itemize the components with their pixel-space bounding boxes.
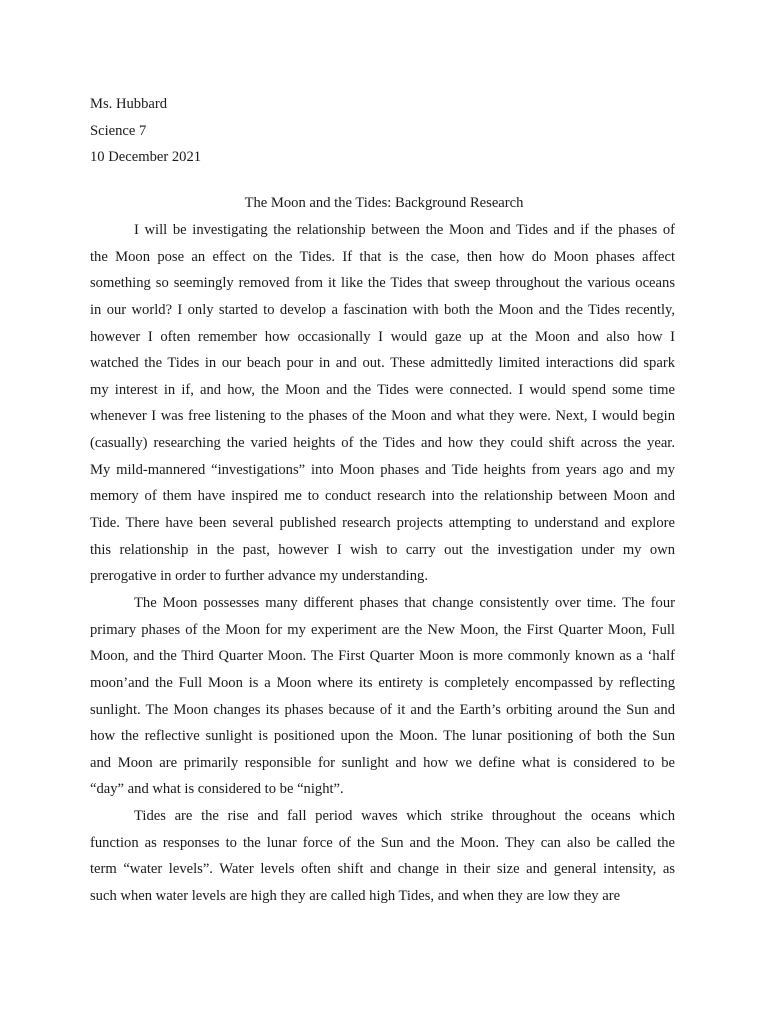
text-line: the Moon pose an effect on the Tides. If that is the case, then how do Moon phases affect bbox=[90, 248, 675, 265]
document-date: 10 December 2021 bbox=[90, 149, 202, 165]
text-line: sunlight. The Moon changes its phases because of it and the Earth’s orbiting around the Sun and bbox=[90, 701, 675, 718]
text-line: my interest in if, and how, the Moon and the Tides were connected. I would spend some time bbox=[90, 381, 675, 398]
text-line: prerogative in order to further advance my understanding. bbox=[90, 568, 428, 585]
paragraph-3 bbox=[90, 803, 675, 910]
text-line: (casually) researching the varied heights of the Tides and how they could shift across the year. bbox=[90, 435, 675, 452]
text-line: watched the Tides in our beach pour in and out. These admittedly limited interactions did spark bbox=[90, 355, 675, 372]
text-line: primary phases of the Moon for my experiment are the New Moon, the First Quarter Moon, Full bbox=[90, 621, 675, 638]
text-line: The Moon possesses many different phases that change consistently over time. The four bbox=[134, 594, 675, 611]
text-line: how the reflective sunlight is positioned upon the Moon. The lunar positioning of both the Sun bbox=[90, 728, 675, 745]
text-line: memory of them have inspired me to conduct research into the relationship between Moon and bbox=[90, 488, 675, 505]
text-line: whenever I was free listening to the phases of the Moon and what they were. Next, I would begin bbox=[90, 408, 675, 425]
paragraph-1 bbox=[90, 217, 675, 590]
text-line: in our world? I only started to develop a fascination with both the Moon and the Tides recently, bbox=[90, 301, 675, 318]
paragraph-2 bbox=[90, 590, 675, 803]
text-line: and Moon are primarily responsible for sunlight and how we define what is considered to be bbox=[90, 754, 675, 771]
text-line: Tides are the rise and fall period waves which strike throughout the oceans which bbox=[134, 808, 675, 825]
document-body bbox=[90, 217, 675, 910]
text-line: Moon, and the Third Quarter Moon. The First Quarter Moon is more commonly known as a ‘half bbox=[90, 648, 675, 665]
text-line: something so seemingly removed from it like the Tides that sweep throughout the various oceans bbox=[90, 275, 675, 292]
teacher-name: Ms. Hubbard bbox=[90, 96, 168, 112]
text-line: function as responses to the lunar force of the Sun and the Moon. They can also be called the bbox=[90, 834, 675, 851]
document-title: The Moon and the Tides: Background Research bbox=[244, 195, 524, 211]
text-line: this relationship in the past, however I wish to carry out the investigation under my own bbox=[90, 541, 675, 558]
text-line: My mild-mannered “investigations” into Moon phases and Tide heights from years ago and my bbox=[90, 461, 675, 478]
text-line: however I often remember how occasionally I would gaze up at the Moon and also how I bbox=[90, 328, 675, 345]
text-line: Tide. There have been several published research projects attempting to understand and explore bbox=[90, 515, 675, 532]
text-line: “day” and what is considered to be “night”. bbox=[90, 781, 344, 798]
text-line: I will be investigating the relationship between the Moon and Tides and if the phases of bbox=[134, 222, 675, 238]
text-line: term “water levels”. Water levels often shift and change in their size and general intensity, as bbox=[90, 861, 675, 878]
text-line: such when water levels are high they are called high Tides, and when they are low they are bbox=[90, 888, 621, 905]
document-header bbox=[90, 91, 201, 171]
course-name: Science 7 bbox=[90, 122, 147, 139]
text-line: moon’and the Full Moon is a Moon where its entirety is completely encompassed by reflecting bbox=[90, 674, 675, 691]
